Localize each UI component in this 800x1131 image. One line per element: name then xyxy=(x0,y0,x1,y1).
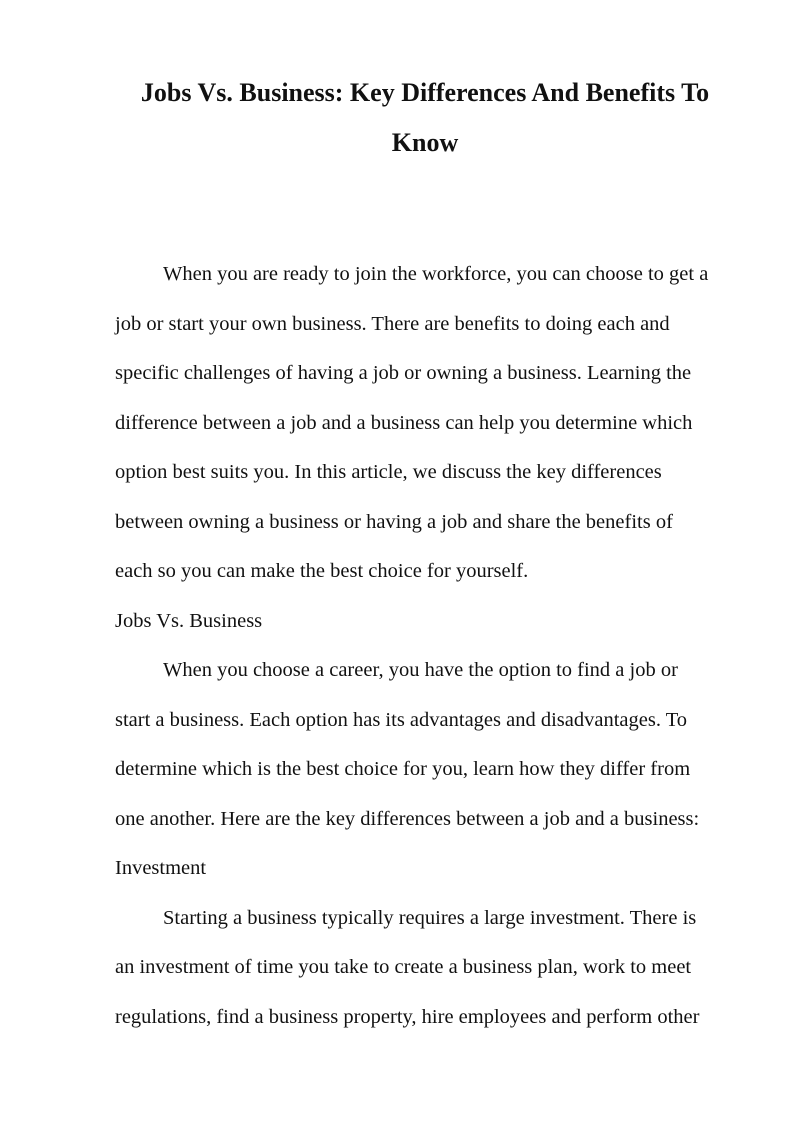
document-title xyxy=(115,62,735,161)
paragraph-line: regulations, find a business property, hire employees and perform other xyxy=(115,1005,700,1028)
paragraph-line: one another. Here are the key differences between a job and a business: xyxy=(115,807,700,830)
title-line: Jobs Vs. Business: Key Differences And Benefits To xyxy=(140,78,710,107)
section-heading-jobs-vs-business: Jobs Vs. Business xyxy=(115,609,263,632)
paragraph-line: option best suits you. In this article, we discuss the key differences xyxy=(115,461,662,483)
paragraph-line: When you choose a career, you have the option to find a job or xyxy=(163,659,678,681)
paragraph-line: an investment of time you take to create a business plan, work to meet xyxy=(115,956,692,978)
section-heading-investment: Investment xyxy=(115,857,207,879)
investment-paragraph xyxy=(115,894,745,1043)
intro-paragraph xyxy=(115,250,745,597)
paragraph-line: start a business. Each option has its advantages and disadvantages. To xyxy=(115,708,688,731)
paragraph-line: Starting a business typically requires a large investment. There is xyxy=(163,906,697,929)
paragraph-line: determine which is the best choice for you, learn how they differ from xyxy=(115,758,691,780)
title-line: Know xyxy=(391,127,459,157)
paragraph-line: specific challenges of having a job or owning a business. Learning the xyxy=(115,362,692,384)
paragraph-line: between owning a business or having a job and share the benefits of xyxy=(115,510,673,533)
paragraph-line: When you are ready to join the workforce, you can choose to get a xyxy=(163,263,709,285)
paragraph-line: each so you can make the best choice for yourself. xyxy=(115,560,529,582)
paragraph-line: job or start your own business. There are benefits to doing each and xyxy=(115,312,670,335)
paragraph-line: difference between a job and a business can help you determine which xyxy=(115,411,693,434)
comparison-paragraph xyxy=(115,646,745,844)
document-body xyxy=(115,250,745,1042)
